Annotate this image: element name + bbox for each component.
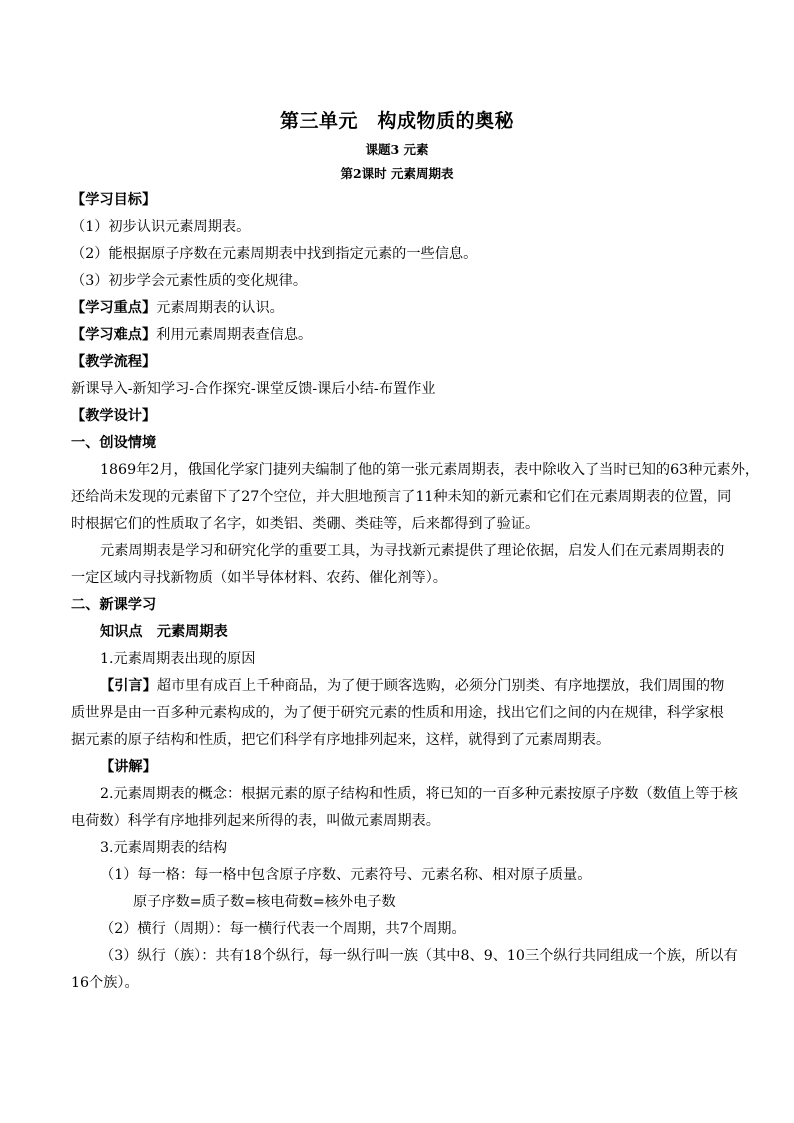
objective-item: （1）初步认识元素周期表。	[71, 219, 251, 235]
difficulty-text: 利用元素周期表查信息。	[156, 327, 313, 343]
objective-item: （2）能根据原子序数在元素周期表中找到指定元素的一些信息。	[71, 246, 478, 262]
paragraph-line: 据元素的原子结构和性质，把它们科学有序地排列起来，这样，就得到了元素周期表。	[71, 732, 611, 748]
intro-label: 【引言】	[100, 678, 157, 694]
paragraph-line: 1869年2月，俄国化学家门捷列夫编制了他的第一张元素周期表，表中除收入了当时已知的63种元素外，	[100, 462, 760, 478]
design-heading: 【教学设计】	[71, 408, 157, 424]
structure-col: 16个族）。	[71, 975, 139, 991]
lesson-title: 课题3 元素	[365, 142, 429, 157]
paragraph-line: 一定区域内寻找新物质（如半导体材料、农药、催化剂等）。	[71, 570, 447, 586]
section2-heading: 二、新课学习	[71, 597, 157, 613]
intro-line	[100, 676, 756, 696]
objective-item: （3）初步学会元素性质的变化规律。	[71, 273, 308, 289]
difficulty-label: 【学习难点】	[71, 327, 157, 343]
objectives-heading: 【学习目标】	[71, 192, 157, 208]
structure-row: （2）横行（周期）：每一横行代表一个周期，共7个周期。	[100, 921, 466, 937]
paragraph-line: 元素周期表是学习和研究化学的重要工具，为寻找新元素提供了理论依据，启发人们在元素周期表的	[100, 543, 725, 559]
difficulty-line	[71, 325, 727, 345]
knowledge-point: 知识点 元素周期表	[100, 624, 228, 640]
section1-heading: 一、创设情境	[71, 435, 157, 451]
structure-col: （3）纵行（族）：共有18个纵行，每一纵行叫一族（其中8、9、10三个纵行共同组成一个族，所以有	[100, 948, 738, 964]
intro-text: 超市里有成百上千种商品，为了便于顾客选购，必须分门别类、有序地摆放，我们周围的物	[156, 678, 725, 694]
paragraph-line: 时根据它们的性质取了名字，如类铝、类硼、类硅等，后来都得到了验证。	[71, 516, 540, 532]
paragraph-line: 还给尚未发现的元素留下了27个空位，并大胆地预言了11种未知的新元素和它们在元素周期表的位置，同	[71, 489, 732, 505]
unit-title: 第三单元 构成物质的奥秘	[279, 110, 514, 132]
key-point-label: 【学习重点】	[71, 300, 157, 316]
paragraph-line: 电荷数）科学有序地排列起来所得的表，叫做元素周期表。	[71, 813, 440, 829]
explain-label: 【讲解】	[100, 759, 157, 775]
paragraph-line: 质世界是由一百多种元素构成的，为了便于研究元素的性质和用途，找出它们之间的内在规律，科学家根	[71, 705, 724, 721]
paragraph-line: 2.元素周期表的概念：根据元素的原子结构和性质，将已知的一百多种元素按原子序数（数值上等于核	[100, 786, 738, 802]
flow-heading: 【教学流程】	[71, 354, 157, 370]
period-title: 第2课时 元素周期表	[340, 166, 454, 181]
structure-cell: （1）每一格：每一格中包含原子序数、元素符号、元素名称、相对原子质量。	[100, 867, 592, 883]
subheading: 3.元素周期表的结构	[100, 840, 228, 856]
key-point-text: 元素周期表的认识。	[156, 300, 284, 316]
subheading: 1.元素周期表出现的原因	[100, 651, 256, 667]
flow-text: 新课导入-新知学习-合作探究-课堂反馈-课后小结-布置作业	[71, 381, 436, 397]
key-point-line	[71, 298, 727, 318]
structure-formula: 原子序数=质子数=核电荷数=核外电子数	[133, 894, 396, 910]
